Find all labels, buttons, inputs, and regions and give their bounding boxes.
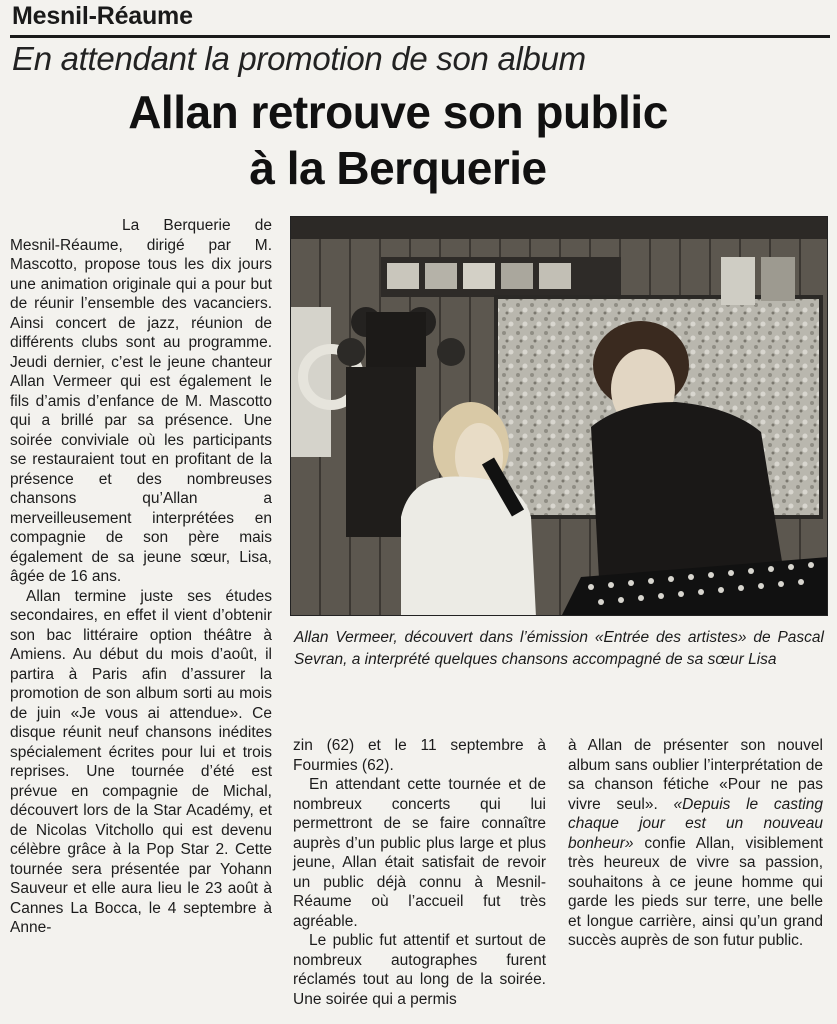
paragraph: En attendant cette tournée et de nombreux concerts qui lui permettront de se faire connaître auprès d’un public plus large et plus jeune, Allan était satisfait de revoir un public déjà connu à Mesnil-Réaume où l’accueil fut très agréable. <box>293 776 546 930</box>
section-rule <box>10 35 830 38</box>
photo-caption: Allan Vermeer, découvert dans l’émission «Entrée des artistes» de Pascal Sevran, a interprété quelques chansons accompagné de sa sœur Lisa <box>294 629 824 668</box>
text-run: à Allan de présenter son nouvel album sans oublier l’interprétation de sa chanson fétiche «Pour ne pas vivre seul». <box>568 737 823 813</box>
kicker: En attendant la promotion de son album <box>12 40 586 77</box>
column-2 <box>293 736 546 1009</box>
paragraph: Le public fut attentif et surtout de nombreux autographes furent réclamés tout au long de la soirée. Une soirée qui a permis <box>293 932 546 1008</box>
paragraph: La Berquerie de Mesnil-Réaume, dirigé par M. Mascotto, propose tous les dix jours une animation originale qui a pour but de réunir l’ensemble des vacanciers. Ainsi concert de jazz, réunion de différents clubs sont au programme. Jeudi dernier, c’est le jeune chanteur Allan Vermeer qui est également le fils d’amis d’enfance de M. Mascotto qui a brillé par sa présence. Une soirée conviviale où les participants se restauraient tout en profitant de la présence et des nombreuses chansons qu’Allan a merveilleusement interprétées en compagnie de son père mais également de sa jeune sœur, Lisa, âgée de 16 ans. <box>10 217 272 585</box>
text-run: confie Allan, visiblement très heureux de vivre sa passion, souhaitons à ce jeune homme qui garde les pieds sur terre, une belle et longue carrière, ainsi qu’un grand succès auprès de son futur public. <box>568 834 823 949</box>
headline-line-2: à la Berquerie <box>249 142 547 194</box>
paragraph <box>568 736 823 951</box>
section-title: Mesnil-Réaume <box>12 2 193 30</box>
headline-line-1: Allan retrouve son public <box>128 86 668 138</box>
quote-italic: «Depuis le casting chaque jour est un nouveau bonheur» <box>568 795 823 852</box>
paragraph: Allan termine juste ses études secondaires, en effet il vient d’obtenir son bac littéraire option théâtre à Amiens. Au début du mois d’août, il partira à Paris afin d’assurer la promotion de son album sorti au mois de juin «Je vous ai attendue». Ce disque réunit neuf chansons inédites spécialement écrites pour lui et trois reprises. Une tournée d’été est prévue en compagnie de Michal, découvert lors de la Star Académy, et de Nicolas Vitchollo qui est devenu célèbre grâce à la Pop Star 2. Cette tournée sera présentée par Yohann Sauveur et elle aura lieu le 23 août à Cannes La Bocca, le 4 septembre à Anne- <box>10 587 272 936</box>
column-3 <box>568 736 823 951</box>
photo-illustration <box>291 217 828 616</box>
article-photo <box>290 216 828 616</box>
paragraph: zin (62) et le 11 septembre à Fourmies (62). <box>293 737 546 774</box>
column-1 <box>10 216 272 938</box>
headline <box>0 84 796 196</box>
